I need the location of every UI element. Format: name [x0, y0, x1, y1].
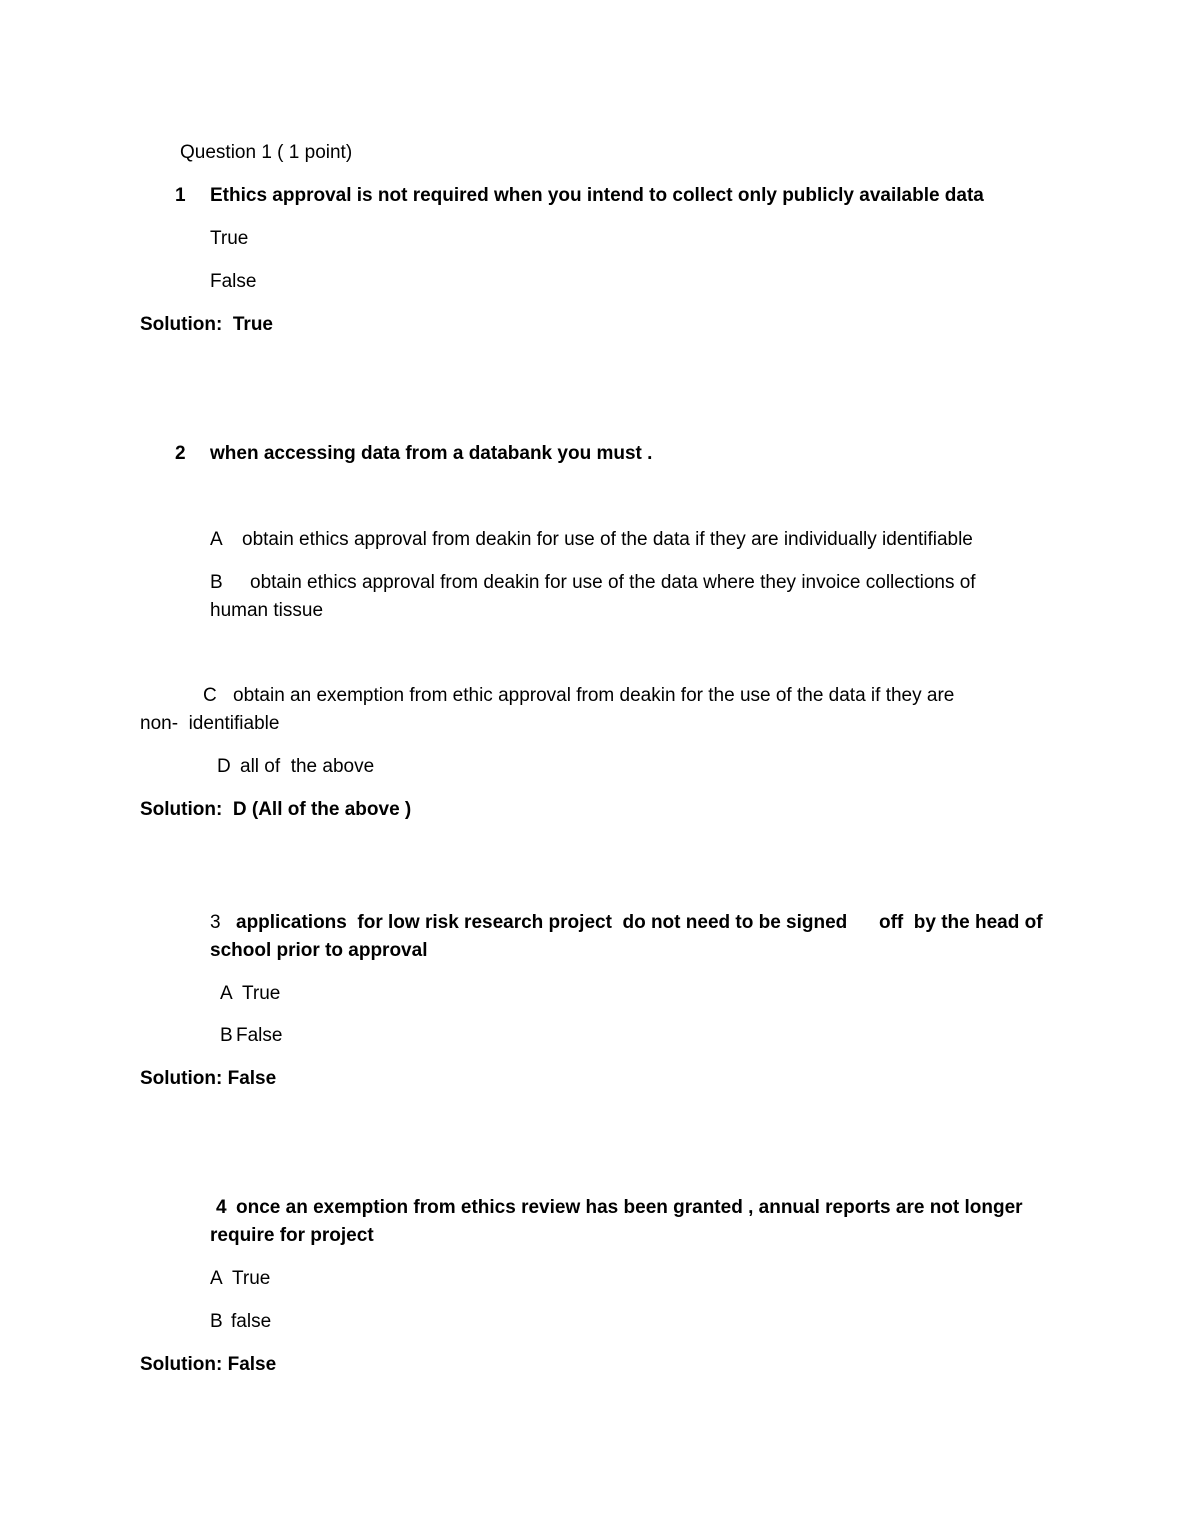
- question-2-number: 2: [175, 443, 186, 464]
- question-1-solution: Solution: True: [140, 314, 273, 335]
- question-2-option-b-letter: B: [210, 572, 223, 593]
- question-3-option-b-letter: B: [220, 1025, 233, 1046]
- question-1-option-true: True: [210, 228, 249, 249]
- question-3-number: 3: [210, 912, 221, 933]
- question-4-option-b-text: false: [231, 1311, 272, 1332]
- question-4-number: 4: [216, 1197, 227, 1218]
- question-header: Question 1 ( 1 point): [180, 142, 353, 163]
- question-1-number: 1: [175, 185, 186, 206]
- question-2-option-c-continuation: non- identifiable: [140, 713, 280, 734]
- question-2-option-a-text: obtain ethics approval from deakin for use of the data if they are individually identifiable: [242, 529, 973, 550]
- question-2-text: when accessing data from a databank you must .: [210, 443, 653, 464]
- question-2-option-a-letter: A: [210, 529, 223, 550]
- question-3-option-a-letter: A: [220, 983, 233, 1004]
- question-2-option-d-text: all of the above: [240, 756, 375, 777]
- question-1-text: Ethics approval is not required when you intend to collect only publicly available data: [210, 185, 984, 206]
- question-4-text-line1: once an exemption from ethics review has been granted , annual reports are not longer: [236, 1197, 1023, 1218]
- question-3-option-a-text: True: [242, 983, 281, 1004]
- question-3-text-line2: school prior to approval: [210, 940, 428, 961]
- question-2-option-b-text: obtain ethics approval from deakin for use of the data where they invoice collections of human tissue: [210, 572, 976, 621]
- question-4-option-b-letter: B: [210, 1311, 223, 1332]
- question-4-text-line2: require for project: [210, 1225, 374, 1246]
- question-3-solution: Solution: False: [140, 1068, 277, 1089]
- question-2-option-c-text: obtain an exemption from ethic approval from deakin for the use of the data if they are: [233, 685, 955, 706]
- question-4-option-a-letter: A: [210, 1268, 223, 1289]
- question-2-option-c-letter: C: [203, 685, 217, 706]
- question-4-option-a-text: True: [232, 1268, 271, 1289]
- question-4-solution: Solution: False: [140, 1354, 277, 1375]
- question-3-option-b-text: False: [236, 1025, 283, 1046]
- question-2-option-d-letter: D: [217, 756, 231, 777]
- question-3-text-line1: applications for low risk research project do not need to be signed off by the head of: [236, 912, 1043, 933]
- question-1-option-false: False: [210, 271, 257, 292]
- question-2-solution: Solution: D (All of the above ): [140, 799, 412, 820]
